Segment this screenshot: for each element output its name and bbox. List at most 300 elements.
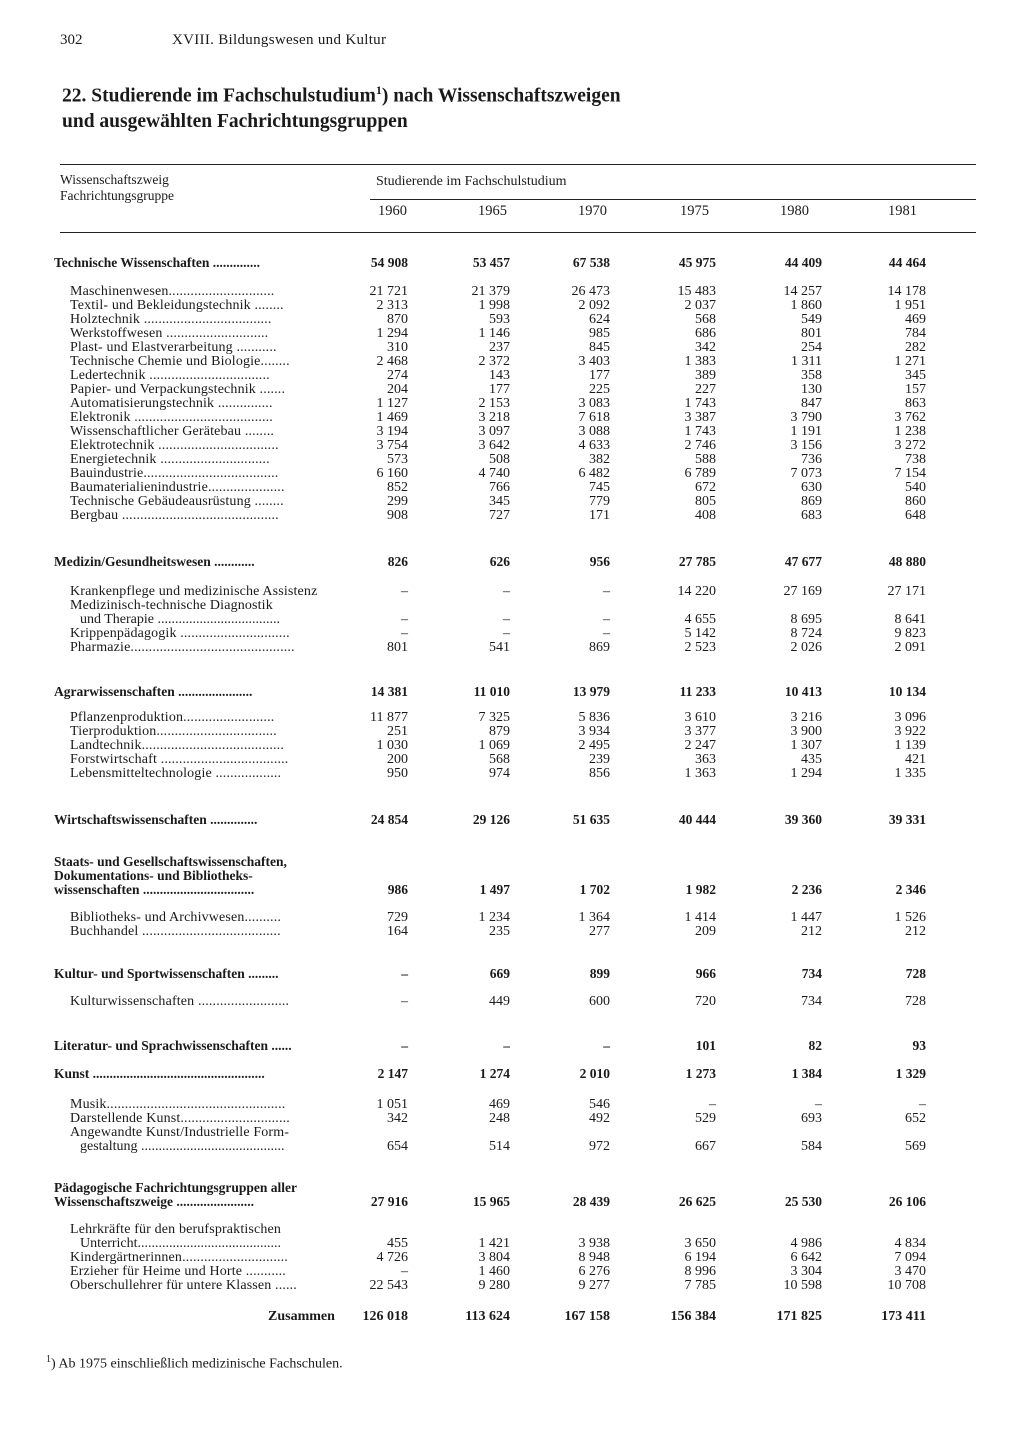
cell-1960: 54 908 — [370, 255, 408, 270]
row-label: Literatur- und Sprachwissenschaften ...... — [54, 1038, 292, 1053]
cell-1981: 2 091 — [894, 640, 926, 655]
cell-1980: 435 — [801, 752, 822, 767]
cell-1965: 235 — [489, 924, 510, 939]
section-row — [0, 255, 1024, 271]
cell-1980: 212 — [801, 924, 822, 939]
cell-1965: 1 421 — [478, 1236, 510, 1251]
cell-1965: 469 — [489, 1097, 510, 1112]
cell-1965: 2 372 — [478, 354, 510, 369]
footnote-ref: 1 — [375, 83, 382, 97]
cell-1975: 14 220 — [677, 584, 716, 599]
row-label: Wissenschaftlicher Gerätebau ........ — [70, 424, 275, 439]
cell-1960: 654 — [387, 1139, 408, 1154]
cell-1981: 1 335 — [894, 766, 926, 781]
row-label: gestaltung ......................................... — [80, 1139, 285, 1154]
cell-1981: 282 — [905, 340, 926, 355]
cell-1960: 27 916 — [370, 1194, 408, 1209]
cell-1965: 113 624 — [465, 1309, 510, 1324]
row-label: Kultur- und Sportwissenschaften ......... — [54, 966, 279, 981]
cell-1960: 299 — [387, 494, 408, 509]
cell-1975: 529 — [695, 1111, 716, 1126]
cell-1980: 1 384 — [791, 1066, 822, 1081]
cell-1980: 584 — [801, 1139, 822, 1154]
cell-1965: 727 — [489, 508, 510, 523]
row-label: Krankenpflege und medizinische Assistenz — [70, 584, 318, 599]
row-label: Werkstoffwesen ............................ — [70, 326, 269, 341]
cell-1960: 3 194 — [376, 424, 408, 439]
cell-1970: 5 836 — [578, 710, 610, 725]
cell-1980: 39 360 — [784, 812, 822, 827]
cell-1980: 3 900 — [790, 724, 822, 739]
table-row — [0, 640, 1024, 656]
cell-1980: 10 413 — [784, 684, 822, 699]
cell-1960: 455 — [387, 1236, 408, 1251]
cell-1980: 171 825 — [776, 1309, 822, 1324]
cell-1965: – — [503, 584, 510, 599]
cell-1960: 2 313 — [376, 298, 408, 313]
cell-1981: 93 — [912, 1038, 926, 1053]
total-label: Zusammen — [268, 1309, 335, 1324]
cell-1960: – — [401, 1264, 408, 1279]
row-label: Unterricht......................................... — [80, 1236, 282, 1251]
cell-1981: 1 238 — [894, 424, 926, 439]
cell-1980: 2 236 — [791, 882, 822, 897]
cell-1975: 667 — [695, 1139, 716, 1154]
row-label: Darstellende Kunst.............................. — [70, 1111, 290, 1126]
cell-1981: 784 — [905, 326, 926, 341]
cell-1980: 683 — [801, 508, 822, 523]
cell-1975: 5 142 — [684, 626, 716, 641]
cell-1980: 734 — [801, 994, 822, 1009]
cell-1965: 3 097 — [478, 424, 510, 439]
cell-1975: – — [709, 1097, 716, 1112]
cell-1970: 3 403 — [578, 354, 610, 369]
cell-1960: 342 — [387, 1111, 408, 1126]
cell-1960: 3 754 — [376, 438, 408, 453]
row-label: Wirtschaftswissenschaften .............. — [54, 812, 258, 827]
cell-1970: 3 934 — [578, 724, 610, 739]
section-row — [0, 882, 1024, 898]
cell-1975: 227 — [695, 382, 716, 397]
cell-1975: 1 414 — [684, 910, 716, 925]
row-label: Wissenschaftszweige ....................... — [54, 1194, 254, 1209]
row-label: Elektrotechnik ................................. — [70, 438, 279, 453]
cell-1981: 14 178 — [887, 284, 926, 299]
row-label: Pädagogische Fachrichtungsgruppen aller — [54, 1180, 298, 1195]
cell-1965: 508 — [489, 452, 510, 467]
row-label: Bauindustrie..................................... — [70, 466, 279, 481]
cell-1970: 26 473 — [571, 284, 610, 299]
cell-1965: 21 379 — [471, 284, 510, 299]
cell-1980: 1 294 — [790, 766, 822, 781]
cell-1975: 156 384 — [670, 1309, 716, 1324]
page-number: 302 — [60, 32, 83, 48]
cell-1960: 6 160 — [376, 466, 408, 481]
cell-1981: 738 — [905, 452, 926, 467]
table-row — [0, 924, 1024, 940]
cell-1965: 2 153 — [478, 396, 510, 411]
cell-1970: 2 495 — [578, 738, 610, 753]
cell-1975: 101 — [695, 1038, 716, 1053]
row-label: Bibliotheks- und Archivwesen.......... — [70, 910, 282, 925]
row-label: Krippenpädagogik .............................. — [70, 626, 290, 641]
cell-1975: 1 743 — [684, 424, 716, 439]
row-label: Textil- und Bekleidungstechnik ........ — [70, 298, 284, 313]
footnote-mark: 1 — [46, 1354, 51, 1365]
cell-1960: 24 854 — [370, 812, 408, 827]
row-label: Landtechnik....................................... — [70, 738, 284, 753]
cell-1965: 11 010 — [473, 684, 510, 699]
cell-1960: 22 543 — [369, 1278, 408, 1293]
cell-1970: 546 — [589, 1097, 610, 1112]
stub-header-line2: Fachrichtungsgruppe — [60, 188, 174, 203]
cell-1975: 363 — [695, 752, 716, 767]
cell-1980: 549 — [801, 312, 822, 327]
cell-1960: – — [401, 612, 408, 627]
cell-1981: 48 880 — [888, 554, 926, 569]
cell-1975: 45 975 — [678, 255, 716, 270]
cell-1960: 729 — [387, 910, 408, 925]
cell-1965: 1 274 — [479, 1066, 510, 1081]
cell-1960: 1 030 — [376, 738, 408, 753]
cell-1981: 10 134 — [888, 684, 926, 699]
row-label: Baumaterialienindustrie..................... — [70, 480, 285, 495]
cell-1981: 3 272 — [894, 438, 926, 453]
cell-1980: 630 — [801, 480, 822, 495]
cell-1980: 734 — [801, 966, 822, 981]
cell-1980: 47 677 — [784, 554, 822, 569]
cell-1981: 39 331 — [888, 812, 926, 827]
row-label: Oberschullehrer für untere Klassen ...... — [70, 1278, 297, 1293]
cell-1980: 3 304 — [790, 1264, 822, 1279]
cell-1970: – — [603, 584, 610, 599]
cell-1960: 1 294 — [376, 326, 408, 341]
cell-1981: 10 708 — [887, 1278, 926, 1293]
cell-1960: 251 — [387, 724, 408, 739]
cell-1975: 1 982 — [685, 882, 716, 897]
row-label: Automatisierungstechnik ............... — [70, 396, 273, 411]
cell-1960: 2 468 — [376, 354, 408, 369]
cell-1970: 239 — [589, 752, 610, 767]
row-label: Tierproduktion................................. — [70, 724, 277, 739]
cell-1970: 277 — [589, 924, 610, 939]
cell-1981: 540 — [905, 480, 926, 495]
cell-1960: 126 018 — [362, 1309, 408, 1324]
cell-1975: 11 233 — [679, 684, 716, 699]
cell-1975: 2 746 — [684, 438, 716, 453]
cell-1970: 3 083 — [578, 396, 610, 411]
row-label: Medizin/Gesundheitswesen ............ — [54, 554, 255, 569]
footnote — [46, 1354, 343, 1373]
cell-1960: 204 — [387, 382, 408, 397]
cell-1970: 2 010 — [579, 1066, 610, 1081]
row-label: Staats- und Gesellschaftswissenschaften, — [54, 854, 287, 869]
cell-1970: 13 979 — [572, 684, 610, 699]
cell-1965: 1 497 — [479, 882, 510, 897]
year-header: 1970 — [578, 203, 607, 219]
cell-1981: 2 346 — [895, 882, 926, 897]
cell-1960: – — [401, 584, 408, 599]
cell-1960: 573 — [387, 452, 408, 467]
row-label: Technische Wissenschaften .............. — [54, 255, 261, 270]
cell-1975: 2 247 — [684, 738, 716, 753]
cell-1980: 25 530 — [784, 1194, 822, 1209]
cell-1970: – — [603, 626, 610, 641]
cell-1981: 648 — [905, 508, 926, 523]
cell-1965: 879 — [489, 724, 510, 739]
cell-1975: 720 — [695, 994, 716, 1009]
cell-1975: 1 383 — [684, 354, 716, 369]
cell-1960: 14 381 — [370, 684, 408, 699]
table-row — [0, 1139, 1024, 1155]
cell-1975: 1 743 — [684, 396, 716, 411]
row-label: Kindergärtnerinnen............................. — [70, 1250, 288, 1265]
cell-1970: 8 948 — [578, 1250, 610, 1265]
cell-1975: 27 785 — [678, 554, 716, 569]
row-label: wissenschaften ................................. — [54, 882, 255, 897]
cell-1965: 143 — [489, 368, 510, 383]
cell-1970: 6 482 — [578, 466, 610, 481]
cell-1965: – — [503, 612, 510, 627]
cell-1980: 693 — [801, 1111, 822, 1126]
cell-1975: 568 — [695, 312, 716, 327]
cell-1970: 492 — [589, 1111, 610, 1126]
row-label: Medizinisch-technische Diagnostik — [70, 598, 273, 613]
cell-1975: 1 363 — [684, 766, 716, 781]
total-row — [0, 1309, 1024, 1325]
cell-1970: 600 — [589, 994, 610, 1009]
section-row — [0, 554, 1024, 570]
cell-1960: 986 — [387, 882, 408, 897]
cell-1960: 1 127 — [376, 396, 408, 411]
cell-1981: 3 096 — [894, 710, 926, 725]
cell-1970: 3 938 — [578, 1236, 610, 1251]
cell-1960: 2 147 — [377, 1066, 408, 1081]
cell-1980: 3 790 — [790, 410, 822, 425]
cell-1975: 3 610 — [684, 710, 716, 725]
table-row — [0, 994, 1024, 1010]
row-label: Angewandte Kunst/Industrielle Form- — [70, 1125, 290, 1140]
section-row — [0, 684, 1024, 700]
cell-1980: 1 860 — [790, 298, 822, 313]
cell-1960: 164 — [387, 924, 408, 939]
cell-1965: 1 234 — [478, 910, 510, 925]
row-label: Buchhandel ...................................... — [70, 924, 281, 939]
cell-1960: 950 — [387, 766, 408, 781]
cell-1970: 972 — [589, 1139, 610, 1154]
cell-1975: 2 523 — [684, 640, 716, 655]
cell-1975: 389 — [695, 368, 716, 383]
cell-1970: – — [603, 612, 610, 627]
cell-1965: 669 — [489, 966, 510, 981]
section-row — [0, 966, 1024, 982]
cell-1960: 826 — [387, 554, 408, 569]
row-label: Ledertechnik ................................. — [70, 368, 270, 383]
cell-1975: 588 — [695, 452, 716, 467]
cell-1980: 130 — [801, 382, 822, 397]
table-row — [0, 766, 1024, 782]
cell-1981: 26 106 — [888, 1194, 926, 1209]
cell-1960: 870 — [387, 312, 408, 327]
cell-1980: 44 409 — [784, 255, 822, 270]
cell-1980: 2 026 — [790, 640, 822, 655]
year-header: 1980 — [780, 203, 809, 219]
cell-1965: 626 — [489, 554, 510, 569]
cell-1975: 408 — [695, 508, 716, 523]
cell-1960: 908 — [387, 508, 408, 523]
cell-1981: 3 762 — [894, 410, 926, 425]
section-row — [0, 812, 1024, 828]
cell-1975: 40 444 — [678, 812, 716, 827]
cell-1965: 1 146 — [478, 326, 510, 341]
cell-1975: 4 655 — [684, 612, 716, 627]
cell-1970: 171 — [589, 508, 610, 523]
cell-1965: 514 — [489, 1139, 510, 1154]
cell-1980: 847 — [801, 396, 822, 411]
cell-1975: 3 387 — [684, 410, 716, 425]
cell-1980: 801 — [801, 326, 822, 341]
cell-1981: 8 641 — [894, 612, 926, 627]
cell-1981: 3 922 — [894, 724, 926, 739]
cell-1975: 26 625 — [678, 1194, 716, 1209]
cell-1981: 9 823 — [894, 626, 926, 641]
cell-1960: 310 — [387, 340, 408, 355]
row-label: Erzieher für Heime und Horte ........... — [70, 1264, 286, 1279]
cell-1981: 860 — [905, 494, 926, 509]
cell-1975: 2 037 — [684, 298, 716, 313]
row-label: Kulturwissenschaften ......................... — [70, 994, 290, 1009]
cell-1980: 254 — [801, 340, 822, 355]
cell-1960: 200 — [387, 752, 408, 767]
row-label: Bergbau ........................................... — [70, 508, 279, 523]
cell-1970: 2 092 — [578, 298, 610, 313]
cell-1981: 345 — [905, 368, 926, 383]
cell-1980: 27 169 — [783, 584, 822, 599]
cell-1970: 9 277 — [578, 1278, 610, 1293]
cell-1970: 1 364 — [578, 910, 610, 925]
cell-1965: 53 457 — [472, 255, 510, 270]
year-header: 1960 — [378, 203, 407, 219]
cell-1965: 1 069 — [478, 738, 510, 753]
section-row — [0, 1066, 1024, 1082]
row-label: Pflanzenproduktion......................... — [70, 710, 275, 725]
row-label: Musik................................................. — [70, 1097, 286, 1112]
cell-1960: – — [401, 1038, 408, 1053]
cell-1960: – — [401, 626, 408, 641]
cell-1970: – — [603, 1038, 610, 1053]
cell-1970: 869 — [589, 640, 610, 655]
cell-1981: 7 094 — [894, 1250, 926, 1265]
cell-1980: 4 986 — [790, 1236, 822, 1251]
cell-1970: 3 088 — [578, 424, 610, 439]
cell-1980: 3 216 — [790, 710, 822, 725]
cell-1965: – — [503, 626, 510, 641]
cell-1970: 985 — [589, 326, 610, 341]
cell-1980: 8 695 — [790, 612, 822, 627]
cell-1965: 4 740 — [478, 466, 510, 481]
cell-1981: 27 171 — [887, 584, 926, 599]
cell-1980: 6 642 — [790, 1250, 822, 1265]
row-label: Pharmazie............................................. — [70, 640, 295, 655]
cell-1981: 1 951 — [894, 298, 926, 313]
cell-1981: 469 — [905, 312, 926, 327]
cell-1960: 274 — [387, 368, 408, 383]
cell-1980: 8 724 — [790, 626, 822, 641]
cell-1960: – — [401, 994, 408, 1009]
cell-1975: 672 — [695, 480, 716, 495]
cell-1970: 177 — [589, 368, 610, 383]
cell-1980: 10 598 — [783, 1278, 822, 1293]
section-row — [0, 1038, 1024, 1054]
cell-1970: 7 618 — [578, 410, 610, 425]
cell-1981: 1 526 — [894, 910, 926, 925]
cell-1970: 28 439 — [572, 1194, 610, 1209]
cell-1970: 899 — [589, 966, 610, 981]
cell-1980: 1 447 — [790, 910, 822, 925]
cell-1981: 569 — [905, 1139, 926, 1154]
cell-1975: 8 996 — [684, 1264, 716, 1279]
cell-1960: 852 — [387, 480, 408, 495]
table-title-line2: und ausgewählten Fachrichtungsgruppen — [62, 110, 408, 132]
cell-1975: 15 483 — [677, 284, 716, 299]
cell-1975: 3 377 — [684, 724, 716, 739]
table-title-line1: 22. Studierende im Fachschulstudium$^1$) nach Wissenschaftszweigen — [62, 83, 621, 107]
row-label: Dokumentations- und Bibliotheks- — [54, 868, 253, 883]
cell-1970: 856 — [589, 766, 610, 781]
cell-1980: 7 073 — [790, 466, 822, 481]
cell-1975: 209 — [695, 924, 716, 939]
row-label: Elektronik ...................................... — [70, 410, 273, 425]
cell-1970: 382 — [589, 452, 610, 467]
cell-1981: 1 139 — [894, 738, 926, 753]
cell-1980: – — [815, 1097, 822, 1112]
group-header: Studierende im Fachschulstudium — [376, 174, 567, 189]
cell-1981: 728 — [905, 966, 926, 981]
cell-1980: 1 191 — [790, 424, 822, 439]
cell-1960: 4 726 — [376, 1250, 408, 1265]
cell-1980: 736 — [801, 452, 822, 467]
cell-1965: 7 325 — [478, 710, 510, 725]
table-row — [0, 508, 1024, 524]
row-label: Energietechnik .............................. — [70, 452, 270, 467]
cell-1970: 4 633 — [578, 438, 610, 453]
cell-1970: 6 276 — [578, 1264, 610, 1279]
cell-1975: 342 — [695, 340, 716, 355]
cell-1981: 173 411 — [881, 1309, 926, 1324]
cell-1980: 358 — [801, 368, 822, 383]
section-row — [0, 1194, 1024, 1210]
cell-1970: 779 — [589, 494, 610, 509]
cell-1965: 593 — [489, 312, 510, 327]
cell-1981: 7 154 — [894, 466, 926, 481]
cell-1970: 745 — [589, 480, 610, 495]
cell-1980: 82 — [808, 1038, 822, 1053]
cell-1965: 177 — [489, 382, 510, 397]
row-label: Agrarwissenschaften ...................... — [54, 684, 253, 699]
cell-1975: 7 785 — [684, 1278, 716, 1293]
cell-1975: 686 — [695, 326, 716, 341]
cell-1965: 15 965 — [472, 1194, 510, 1209]
stub-header-line1: Wissenschaftszweig — [60, 172, 169, 187]
cell-1981: 157 — [905, 382, 926, 397]
row-label: Kunst ................................................... — [54, 1066, 265, 1081]
cell-1960: 1 051 — [376, 1097, 408, 1112]
cell-1981: 44 464 — [888, 255, 926, 270]
cell-1965: 766 — [489, 480, 510, 495]
cell-1960: 11 877 — [370, 710, 408, 725]
cell-1980: 869 — [801, 494, 822, 509]
cell-1975: 6 194 — [684, 1250, 716, 1265]
